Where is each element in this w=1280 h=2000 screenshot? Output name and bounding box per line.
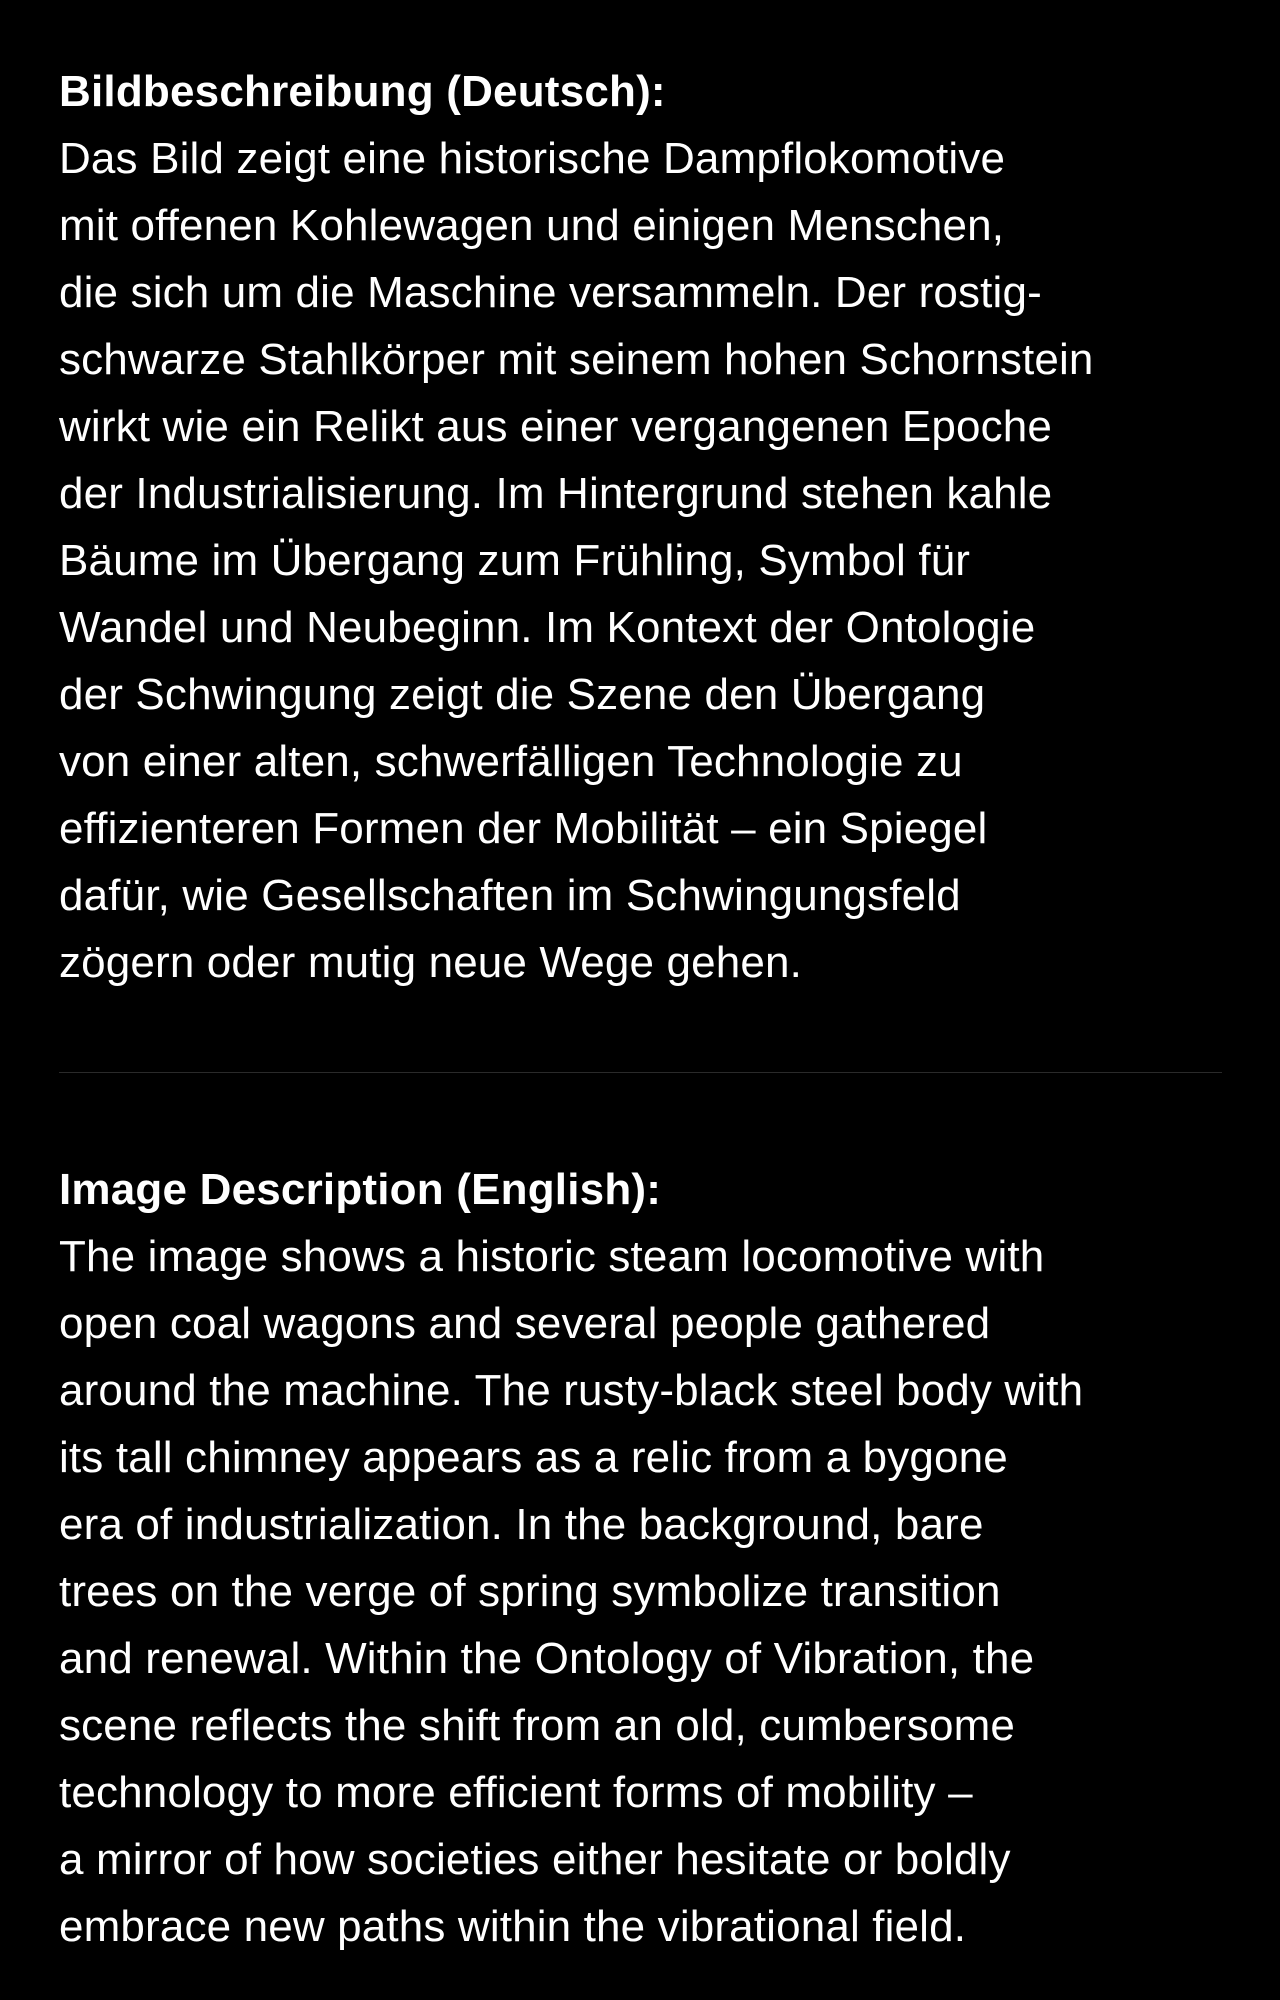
german-text-line: effizienteren Formen der Mobilität – ein Spiegel <box>59 804 988 853</box>
english-description-section <box>59 1156 1239 1960</box>
english-text-line: around the machine. The rusty-black steel body with <box>59 1366 1084 1415</box>
german-text-line: der Schwingung zeigt die Szene den Übergang <box>59 670 986 719</box>
english-text-line: era of industrialization. In the background, bare <box>59 1500 984 1549</box>
section-divider <box>59 1072 1222 1073</box>
german-text-line: Wandel und Neubeginn. Im Kontext der Ontologie <box>59 603 1036 652</box>
english-text-line: and renewal. Within the Ontology of Vibration, the <box>59 1634 1035 1683</box>
english-text-line: trees on the verge of spring symbolize transition <box>59 1567 1001 1616</box>
english-description-text <box>59 1223 1239 1960</box>
german-description-section <box>59 58 1239 996</box>
german-text-line: der Industrialisierung. Im Hintergrund stehen kahle <box>59 469 1053 518</box>
german-text-line: zögern oder mutig neue Wege gehen. <box>59 938 803 987</box>
german-text-line: wirkt wie ein Relikt aus einer vergangenen Epoche <box>59 402 1053 451</box>
german-text-line: die sich um die Maschine versammeln. Der rostig- <box>59 268 1042 317</box>
english-text-line: its tall chimney appears as a relic from a bygone <box>59 1433 1008 1482</box>
german-text-line: mit offenen Kohlewagen und einigen Menschen, <box>59 201 1005 250</box>
english-text-line: technology to more efficient forms of mobility – <box>59 1768 973 1817</box>
english-text-line: a mirror of how societies either hesitate or boldly <box>59 1835 1011 1884</box>
english-text-line: The image shows a historic steam locomotive with <box>59 1232 1045 1281</box>
german-description-text <box>59 125 1239 996</box>
german-heading: Bildbeschreibung (Deutsch): <box>59 67 666 116</box>
english-text-line: scene reflects the shift from an old, cumbersome <box>59 1701 1016 1750</box>
german-text-line: schwarze Stahlkörper mit seinem hohen Schornstein <box>59 335 1094 384</box>
english-heading: Image Description (English): <box>59 1165 662 1214</box>
german-text-line: Das Bild zeigt eine historische Dampflokomotive <box>59 134 1006 183</box>
german-text-line: von einer alten, schwerfälligen Technologie zu <box>59 737 963 786</box>
english-text-line: open coal wagons and several people gathered <box>59 1299 991 1348</box>
german-text-line: dafür, wie Gesellschaften im Schwingungsfeld <box>59 871 961 920</box>
english-text-line: embrace new paths within the vibrational field. <box>59 1902 967 1951</box>
german-text-line: Bäume im Übergang zum Frühling, Symbol für <box>59 536 971 585</box>
